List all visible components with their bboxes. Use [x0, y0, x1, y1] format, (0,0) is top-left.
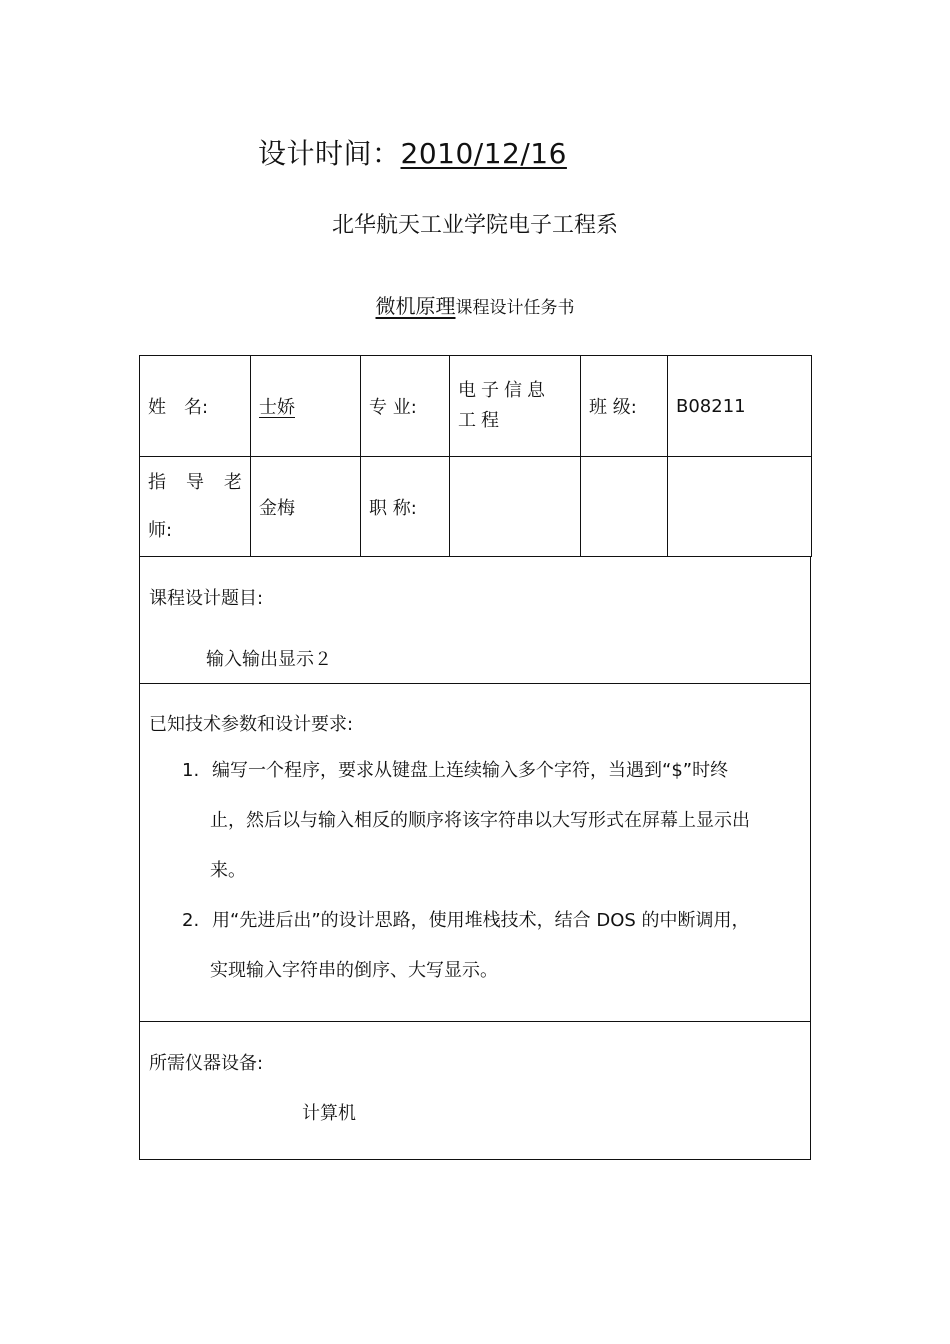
document-subtitle — [0, 290, 950, 319]
topic-section — [139, 557, 811, 684]
table-row — [140, 356, 812, 457]
empty-cell — [581, 457, 668, 557]
major-value: 电子信息工程 — [450, 356, 581, 457]
table-row — [140, 457, 812, 557]
advisor-label: 指 导 老 师: — [140, 457, 251, 557]
document-type: 课程设计任务书 — [455, 298, 575, 318]
title-value — [450, 457, 581, 557]
requirement-number: 2. — [182, 910, 200, 931]
student-info-table — [139, 355, 812, 557]
topic-value: 输入输出显示２ — [206, 649, 332, 670]
requirements-section — [139, 684, 811, 1022]
design-time-value: 2010/12/16 — [400, 137, 567, 170]
requirement-line: 用“先进后出”的设计思路，使用堆栈技术，结合 DOS 的中断调用， — [212, 910, 750, 931]
major-label: 专 业: — [361, 356, 450, 457]
department-title: 北华航天工业学院电子工程系 — [331, 213, 618, 238]
requirement-line: 来。 — [210, 860, 246, 881]
requirement-item — [182, 896, 806, 996]
requirement-number: 1. — [182, 760, 200, 781]
class-label: 班 级: — [581, 356, 668, 457]
name-value: 士娇 — [251, 356, 361, 457]
equipment-value: 计算机 — [302, 1103, 356, 1124]
equipment-label: 所需仪器设备: — [149, 1053, 264, 1074]
design-time — [258, 132, 567, 172]
advisor-value: 金梅 — [251, 457, 361, 557]
requirement-item — [182, 746, 806, 896]
name-label: 姓 名: — [140, 356, 251, 457]
topic-label: 课程设计题目: — [149, 588, 264, 609]
requirement-line: 编写一个程序，要求从键盘上连续输入多个字符，当遇到“$”时终 — [212, 760, 729, 781]
title-label: 职 称: — [361, 457, 450, 557]
course-name: 微机原理 — [375, 294, 456, 318]
requirement-line: 实现输入字符串的倒序、大写显示。 — [210, 960, 498, 981]
requirements-label: 已知技术参数和设计要求: — [149, 714, 354, 735]
requirement-line: 止，然后以与输入相反的顺序将该字符串以大写形式在屏幕上显示出 — [210, 810, 750, 831]
empty-cell — [668, 457, 812, 557]
design-time-label: 设计时间： — [258, 137, 401, 170]
class-value: B08211 — [668, 356, 812, 457]
equipment-section — [139, 1022, 811, 1160]
